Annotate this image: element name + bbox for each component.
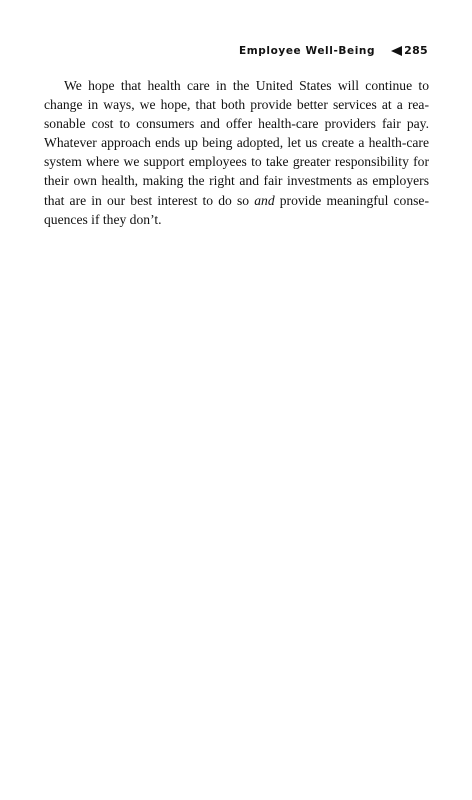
body-text xyxy=(44,76,429,229)
section-title: Employee Well-Being xyxy=(238,44,376,57)
left-triangle-icon xyxy=(391,46,402,56)
page-number: 285 xyxy=(404,44,428,57)
running-head xyxy=(239,44,428,57)
emphasized-word: and xyxy=(254,192,275,208)
paragraph-text-start: We hope that health care in the United States will continue to change in ways, we hope, that both provide better services at a reasonable cost to consumers and offer health-care providers fair pay. Whatever approach ends up being adopted, let us create a health-care system where we support employees to take greater responsibility for their own health, making the right and fair investments as employers that are in our best interest to do so xyxy=(44,78,429,208)
paragraph-text-end: provide meaningful consequences if they don’t. xyxy=(44,192,429,227)
paragraph xyxy=(44,76,429,229)
